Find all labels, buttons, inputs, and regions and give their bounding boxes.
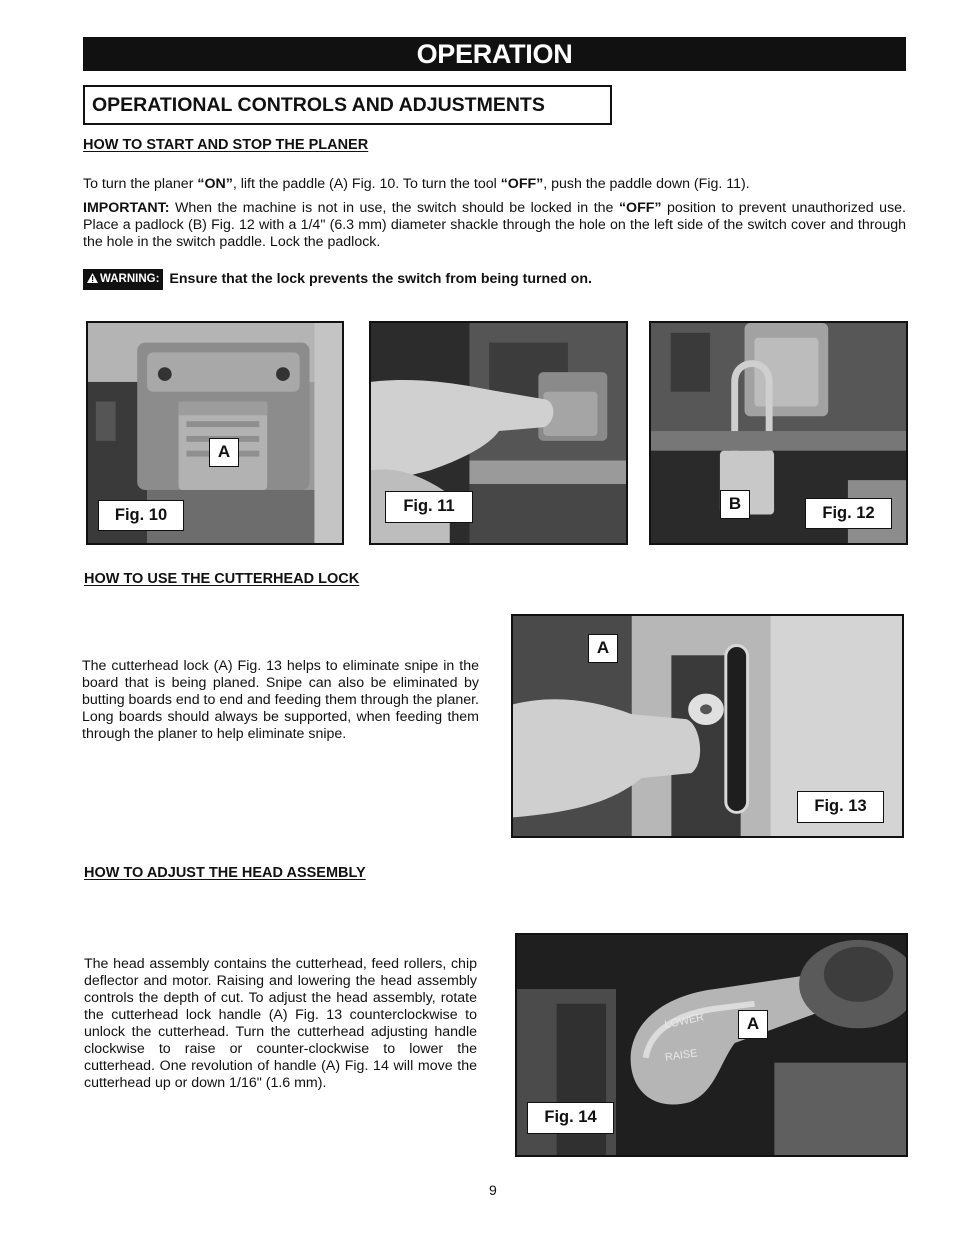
fig-10-photo bbox=[86, 321, 344, 545]
warning-line: WARNING: Ensure that the lock prevents the switch from being turned on. bbox=[83, 269, 906, 290]
start-stop-paragraph-2: IMPORTANT: When the machine is not in use, the switch should be locked in the “OFF” position to prevent unauthorized use. Place a padlock (B) Fig. 12 with a 1/4" (6.3 mm) diameter shackle through the hole on the left side of the switch cover and through the hole in the switch paddle. Lock the padlock. bbox=[83, 200, 906, 250]
cutterhead-lock-heading: HOW TO USE THE CUTTERHEAD LOCK bbox=[84, 571, 360, 587]
fig-14-handle-text-raise: RAISE bbox=[664, 1047, 699, 1064]
section-title: OPERATIONAL CONTROLS AND ADJUSTMENTS bbox=[83, 85, 612, 125]
start-stop-heading: HOW TO START AND STOP THE PLANER bbox=[83, 137, 369, 153]
fig-10-label: Fig. 10 bbox=[98, 500, 184, 531]
fig-13-label: Fig. 13 bbox=[797, 791, 884, 823]
fig-13-callout-a: A bbox=[588, 634, 618, 663]
fig-14-photo bbox=[515, 933, 908, 1157]
fig-10-callout-a: A bbox=[209, 438, 239, 467]
fig-11-label: Fig. 11 bbox=[385, 491, 473, 523]
fig-14-label: Fig. 14 bbox=[527, 1102, 614, 1134]
page-banner: OPERATION bbox=[83, 37, 906, 71]
head-assembly-heading: HOW TO ADJUST THE HEAD ASSEMBLY bbox=[84, 865, 366, 881]
fig-12-photo bbox=[649, 321, 908, 545]
warning-badge: WARNING: bbox=[83, 269, 163, 290]
fig-14-callout-a: A bbox=[738, 1010, 768, 1039]
fig-12-callout-b: B bbox=[720, 490, 750, 519]
cutterhead-lock-paragraph: The cutterhead lock (A) Fig. 13 helps to eliminate snipe in the board that is being planed. Snipe can also be eliminated by butting boards end to end and feeding them through the planer. Long boards should always be supported, when feeding them through the planer to help eliminate snipe. bbox=[82, 658, 479, 742]
fig-11-photo bbox=[369, 321, 628, 545]
fig-12-label: Fig. 12 bbox=[805, 498, 892, 529]
start-stop-paragraph-1: To turn the planer “ON”, lift the paddle (A) Fig. 10. To turn the tool “OFF”, push the paddle down (Fig. 11). bbox=[83, 176, 750, 192]
warning-triangle-icon bbox=[87, 273, 98, 283]
head-assembly-paragraph: The head assembly contains the cutterhead, feed rollers, chip deflector and motor. Raising and lowering the head assembly controls the depth of cut. To adjust the head assembly, rotate the cutterhead lock handle (A) Fig. 13 counterclockwise to unlock the cutterhead. Turn the cutterhead adjusting handle clockwise to raise or counter-clockwise to lower the cutterhead. One revolution of handle (A) Fig. 14 will move the cutterhead up or down 1/16" (1.6 mm). bbox=[84, 956, 477, 1091]
fig-13-photo bbox=[511, 614, 904, 838]
fig-14-handle-text-lower: LOWER bbox=[663, 1011, 706, 1032]
page-number: 9 bbox=[489, 1182, 497, 1198]
